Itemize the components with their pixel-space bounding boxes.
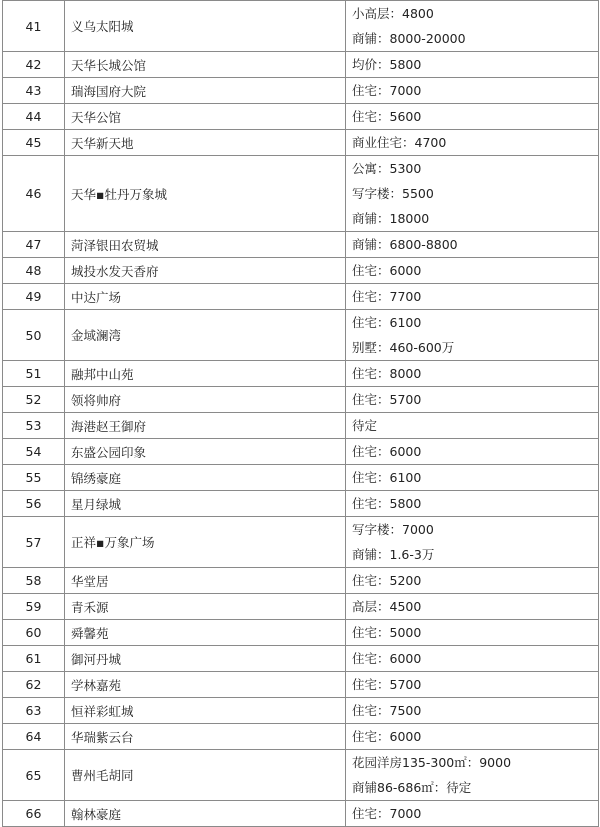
project-name: 青禾源 [65,594,346,620]
table-row [3,413,599,439]
price-cell [346,439,599,465]
price-line: 小高层：4800 [352,6,434,21]
table-row [3,491,599,517]
price-line: 住宅：5700 [352,677,422,692]
price-line: 花园洋房135-300㎡：9000 [352,755,512,770]
table-row [3,284,599,310]
project-name: 瑞海国府大院 [65,78,346,104]
row-number: 42 [3,52,65,78]
table-row [3,698,599,724]
row-number: 54 [3,439,65,465]
price-cell [346,465,599,491]
price-cell [346,387,599,413]
table-row [3,724,599,750]
row-number: 49 [3,284,65,310]
project-name: 学林嘉苑 [65,672,346,698]
price-cell [346,361,599,387]
project-name: 华瑞紫云台 [65,724,346,750]
price-cell [346,413,599,439]
table-row [3,52,599,78]
project-name: 天华公馆 [65,104,346,130]
table-row [3,620,599,646]
table-row [3,361,599,387]
project-name: 天华长城公馆 [65,52,346,78]
project-name: 御河丹城 [65,646,346,672]
project-name: 融邦中山苑 [65,361,346,387]
table-row [3,1,599,52]
price-line: 公寓：5300 [352,161,422,176]
price-line: 住宅：7700 [352,289,422,304]
price-line: 住宅：7500 [352,703,422,718]
price-line: 住宅：5200 [352,573,422,588]
table-row [3,646,599,672]
row-number: 66 [3,801,65,827]
row-number: 48 [3,258,65,284]
price-cell [346,156,599,232]
project-name: 星月绿城 [65,491,346,517]
table-row [3,517,599,568]
row-number: 44 [3,104,65,130]
price-line: 住宅：7000 [352,806,422,821]
row-number: 47 [3,232,65,258]
price-line: 住宅：6100 [352,470,422,485]
price-cell [346,594,599,620]
price-line: 商铺：6800-8800 [352,237,458,252]
table-row [3,465,599,491]
row-number: 45 [3,130,65,156]
price-line: 写字楼：7000 [352,522,434,537]
price-cell [346,284,599,310]
price-cell [346,672,599,698]
table-row [3,750,599,801]
price-cell [346,620,599,646]
project-name: 菏泽银田农贸城 [65,232,346,258]
price-cell [346,724,599,750]
row-number: 52 [3,387,65,413]
row-number: 57 [3,517,65,568]
price-cell [346,232,599,258]
project-name: 海港赵王御府 [65,413,346,439]
row-number: 62 [3,672,65,698]
price-line: 待定 [352,418,378,433]
row-number: 43 [3,78,65,104]
property-price-table [2,0,599,827]
price-line: 住宅：6000 [352,444,422,459]
row-number: 65 [3,750,65,801]
table-row [3,594,599,620]
price-cell [346,491,599,517]
table-row [3,232,599,258]
project-name: 翰林豪庭 [65,801,346,827]
price-line: 商铺：18000 [352,211,430,226]
row-number: 55 [3,465,65,491]
price-cell [346,104,599,130]
price-line: 住宅：5700 [352,392,422,407]
project-name: 义乌太阳城 [65,1,346,52]
table-row [3,310,599,361]
price-line: 商铺：1.6-3万 [352,547,435,562]
row-number: 41 [3,1,65,52]
price-cell [346,750,599,801]
table-row [3,104,599,130]
row-number: 51 [3,361,65,387]
table-body [3,1,599,827]
project-name: 天华新天地 [65,130,346,156]
project-name: 正祥▪万象广场 [65,517,346,568]
price-line: 住宅：8000 [352,366,422,381]
price-line: 住宅：5600 [352,109,422,124]
row-number: 56 [3,491,65,517]
table-row [3,568,599,594]
project-name: 城投水发天香府 [65,258,346,284]
row-number: 46 [3,156,65,232]
row-number: 58 [3,568,65,594]
project-name: 领将帅府 [65,387,346,413]
price-cell [346,568,599,594]
price-line: 高层：4500 [352,599,422,614]
row-number: 59 [3,594,65,620]
price-cell [346,517,599,568]
table-row [3,156,599,232]
project-name: 金域澜湾 [65,310,346,361]
price-line: 住宅：5800 [352,496,422,511]
price-line: 住宅：7000 [352,83,422,98]
table-row [3,387,599,413]
project-name: 曹州毛胡同 [65,750,346,801]
price-cell [346,78,599,104]
price-line: 住宅：5000 [352,625,422,640]
project-name: 中达广场 [65,284,346,310]
project-name: 恒祥彩虹城 [65,698,346,724]
price-cell [346,1,599,52]
row-number: 50 [3,310,65,361]
price-line: 住宅：6000 [352,729,422,744]
table-row [3,130,599,156]
project-name: 锦绣豪庭 [65,465,346,491]
price-line: 均价：5800 [352,57,422,72]
price-line: 住宅：6000 [352,263,422,278]
table-row [3,439,599,465]
price-cell [346,310,599,361]
table-row [3,78,599,104]
price-cell [346,130,599,156]
price-line: 住宅：6000 [352,651,422,666]
table-row [3,801,599,827]
table-row [3,258,599,284]
row-number: 53 [3,413,65,439]
price-cell [346,801,599,827]
price-cell [346,646,599,672]
project-name: 舜馨苑 [65,620,346,646]
row-number: 60 [3,620,65,646]
price-cell [346,698,599,724]
project-name: 东盛公园印象 [65,439,346,465]
price-line: 住宅：6100 [352,315,422,330]
price-line: 商铺86-686㎡：待定 [352,780,472,795]
row-number: 64 [3,724,65,750]
price-cell [346,52,599,78]
project-name: 华堂居 [65,568,346,594]
price-line: 别墅：460-600万 [352,340,455,355]
price-line: 写字楼：5500 [352,186,434,201]
row-number: 63 [3,698,65,724]
price-line: 商业住宅：4700 [352,135,447,150]
price-line: 商铺：8000-20000 [352,31,466,46]
row-number: 61 [3,646,65,672]
table-row [3,672,599,698]
price-cell [346,258,599,284]
project-name: 天华▪牡丹万象城 [65,156,346,232]
